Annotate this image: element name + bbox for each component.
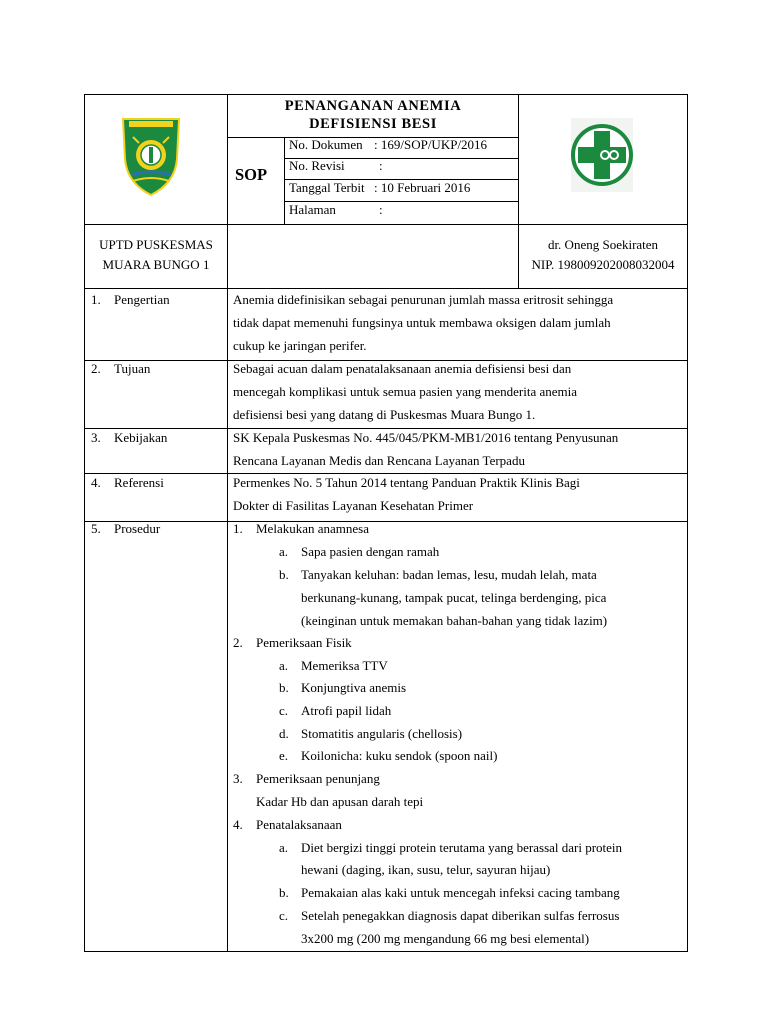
procedure-item-text: Stomatitis angularis (chellosis)	[301, 726, 463, 741]
org-divider-1	[227, 224, 228, 288]
meta-label-document-number: No. Dokumen	[289, 137, 363, 152]
procedure-step-number: 4.	[233, 817, 243, 832]
pengertian-text-line: tidak dapat memenuhi fungsinya untuk membawa oksigen dalam jumlah	[233, 315, 611, 330]
section-number-tujuan: 2.	[91, 361, 101, 376]
procedure-step-title: Penatalaksanaan	[256, 817, 342, 832]
kebijakan-text-line: Rencana Layanan Medis dan Rencana Layanan Terpadu	[233, 453, 525, 468]
regency-emblem-logo	[119, 113, 183, 197]
procedure-item-text: hewani (daging, ikan, susu, telur, sayuran hijau)	[301, 862, 551, 877]
row-line-tujuan	[85, 428, 688, 429]
procedure-item-letter: a.	[279, 544, 289, 559]
pengertian-text-line: Anemia didefinisikan sebagai penurunan jumlah massa eritrosit sehingga	[233, 292, 614, 307]
procedure-step-title: Pemeriksaan penunjang	[256, 771, 380, 786]
procedure-item-letter: a.	[279, 840, 289, 855]
tujuan-text-line: defisiensi besi yang datang di Puskesmas Muara Bungo 1.	[233, 407, 536, 422]
row-line-kebijakan	[85, 473, 688, 474]
procedure-item-text: (keinginan untuk memakan bahan-bahan yang tidak lazim)	[301, 613, 608, 628]
procedure-item-text: 3x200 mg (200 mg mengandung 66 mg besi elemental)	[301, 931, 590, 946]
section-number-pengertian: 1.	[91, 292, 101, 307]
procedure-item-text: Memeriksa TTV	[301, 658, 388, 673]
procedure-item-text: Koilonicha: kuku sendok (spoon nail)	[301, 748, 498, 763]
meta-label-revision: No. Revisi	[289, 158, 345, 173]
procedure-item-text: Sapa pasien dengan ramah	[301, 544, 440, 559]
puskesmas-logo	[570, 117, 634, 193]
procedure-item-letter: d.	[279, 726, 289, 741]
meta-value-page: :	[379, 202, 383, 217]
meta-value-document-number: : 169/SOP/UKP/2016	[374, 137, 488, 152]
org-name-line-1: UPTD PUSKESMAS	[99, 237, 213, 252]
meta-label-page: Halaman	[289, 202, 336, 217]
procedure-item-letter: e.	[279, 748, 289, 763]
procedure-step-title: Pemeriksaan Fisik	[256, 635, 352, 650]
procedure-step-detail: Kadar Hb dan apusan darah tepi	[256, 794, 424, 809]
procedure-step-title: Melakukan anamnesa	[256, 521, 369, 536]
document-title-line-2: DEFISIENSI BESI	[309, 116, 437, 132]
sop-divider	[284, 137, 285, 224]
procedure-item-letter: b.	[279, 885, 289, 900]
procedure-item-letter: c.	[279, 703, 289, 718]
procedure-item-text: Konjungtiva anemis	[301, 680, 407, 695]
section-label-pengertian: Pengertian	[114, 292, 170, 307]
procedure-step-number: 3.	[233, 771, 243, 786]
section-label-prosedur: Prosedur	[114, 521, 161, 536]
procedure-item-text: Diet bergizi tinggi protein terutama yang berassal dari protein	[301, 840, 623, 855]
section-label-tujuan: Tujuan	[114, 361, 151, 376]
meta-value-issue-date: : 10 Februari 2016	[374, 180, 471, 195]
pengertian-text-line: cukup ke jaringan perifer.	[233, 338, 367, 353]
procedure-item-text: Atrofi papil lidah	[301, 703, 392, 718]
sop-label: SOP	[235, 165, 268, 184]
row-line-referensi	[85, 521, 688, 522]
section-number-kebijakan: 3.	[91, 430, 101, 445]
procedure-item-text: berkunang-kunang, tampak pucat, telinga berdenging, pica	[301, 590, 607, 605]
tujuan-text-line: Sebagai acuan dalam penatalaksanaan anemia defisiensi besi dan	[233, 361, 572, 376]
tujuan-text-line: mencegah komplikasi untuk semua pasien yang menderita anemia	[233, 384, 578, 399]
procedure-step-number: 2.	[233, 635, 243, 650]
header-divider-1	[227, 95, 228, 224]
procedure-item-letter: b.	[279, 567, 289, 582]
kebijakan-text-line: SK Kepala Puskesmas No. 445/045/PKM-MB1/2016 tentang Penyusunan	[233, 430, 619, 445]
sop-document	[84, 94, 688, 952]
procedure-item-letter: a.	[279, 658, 289, 673]
org-row-bottom-line	[85, 288, 688, 289]
org-divider-2	[518, 224, 519, 288]
section-number-prosedur: 5.	[91, 521, 101, 536]
procedure-item-text: Pemakaian alas kaki untuk mencegah infeksi cacing tambang	[301, 885, 620, 900]
procedure-item-letter: b.	[279, 680, 289, 695]
meta-label-issue-date: Tanggal Terbit	[289, 180, 365, 195]
header-bottom-line	[85, 224, 688, 225]
document-title-line-1: PENANGANAN ANEMIA	[284, 98, 462, 114]
procedure-item-letter: c.	[279, 908, 289, 923]
section-label-referensi: Referensi	[114, 475, 164, 490]
procedure-item-text: Setelah penegakkan diagnosis dapat diberikan sulfas ferrosus	[301, 908, 620, 923]
referensi-text-line: Dokter di Fasilitas Layanan Kesehatan Primer	[233, 498, 474, 513]
header-divider-2	[518, 95, 519, 224]
section-number-referensi: 4.	[91, 475, 101, 490]
referensi-text-line: Permenkes No. 5 Tahun 2014 tentang Panduan Praktik Klinis Bagi	[233, 475, 580, 490]
body-column-divider	[227, 288, 228, 952]
procedure-step-number: 1.	[233, 521, 243, 536]
org-name-line-2: MUARA BUNGO 1	[102, 257, 210, 272]
procedure-item-text: Tanyakan keluhan: badan lemas, lesu, mudah lelah, mata	[301, 567, 597, 582]
meta-value-revision: :	[379, 158, 383, 173]
signer-name: dr. Oneng Soekiraten	[547, 237, 659, 252]
section-label-kebijakan: Kebijakan	[114, 430, 168, 445]
signer-nip: NIP. 198009202008032004	[531, 257, 675, 272]
